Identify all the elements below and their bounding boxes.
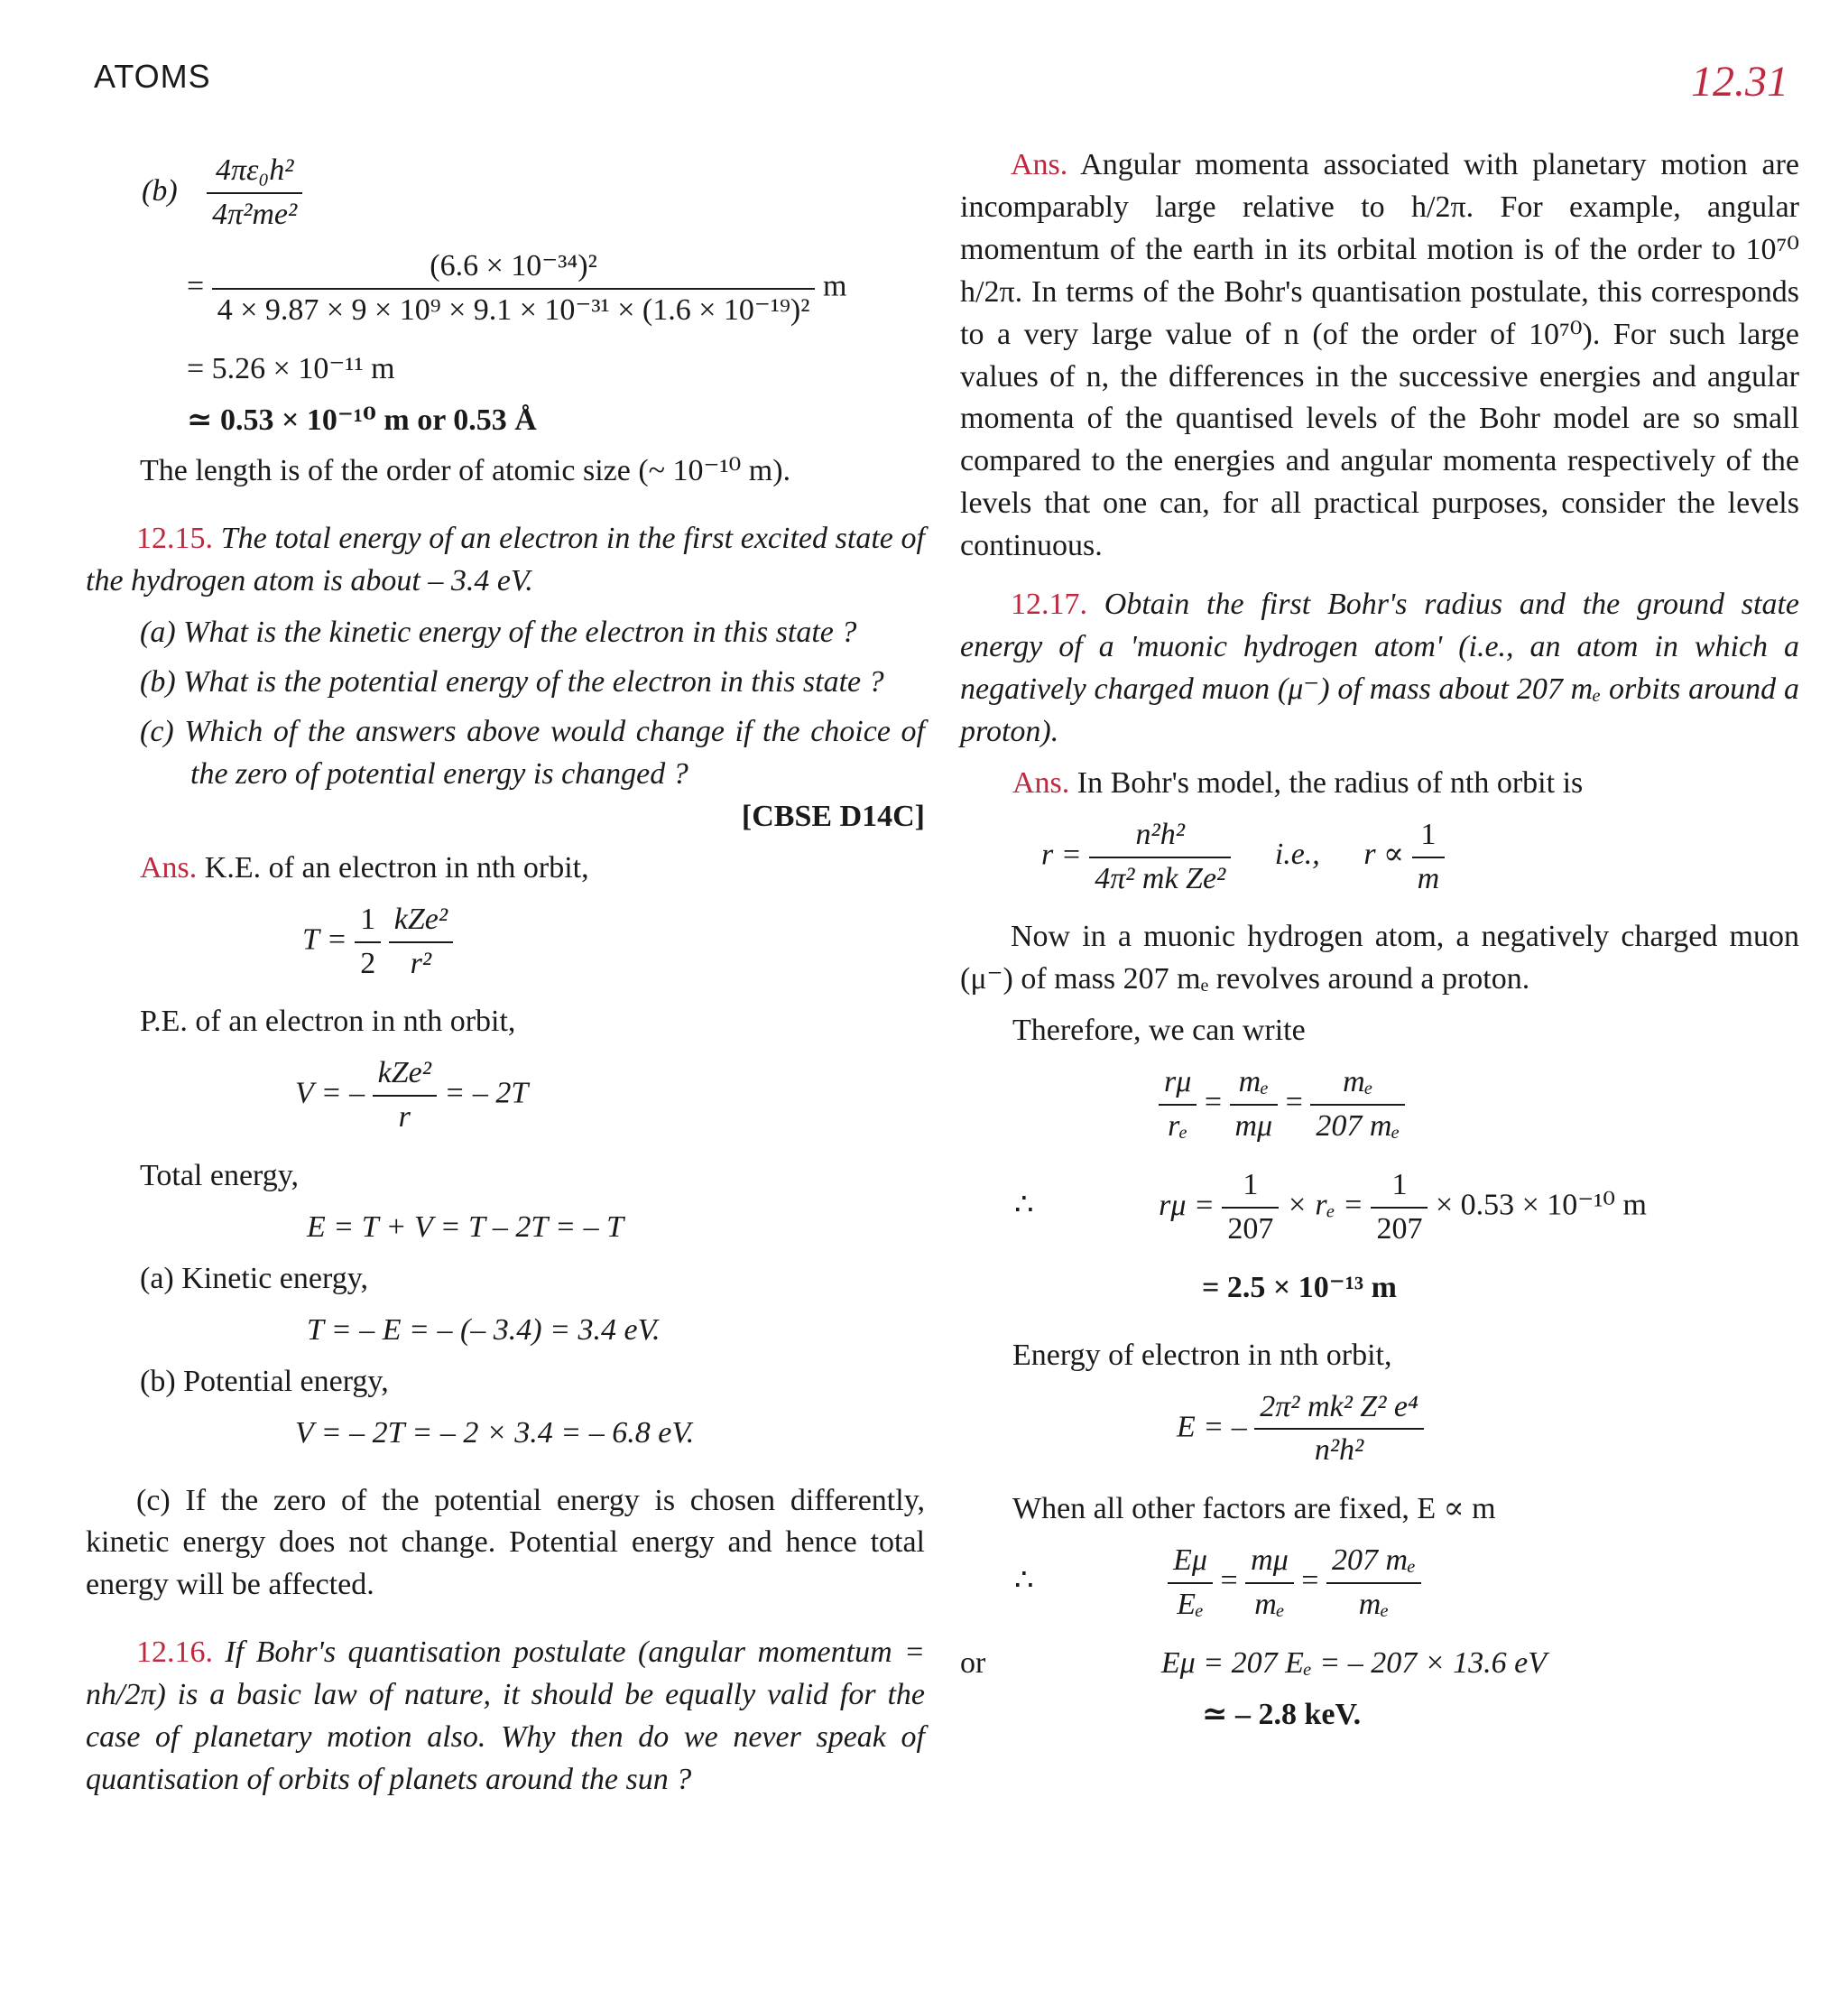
fraction-denominator: r <box>398 1100 411 1135</box>
answer-12-17-intro <box>1012 763 1799 805</box>
equation-rhs: = – 2T <box>444 1077 529 1111</box>
equals-sign: = <box>1301 1563 1319 1598</box>
fraction-numerator: 207 mₑ <box>1326 1540 1421 1584</box>
fraction-numerator: kZe² <box>373 1052 437 1097</box>
equals-sign: = <box>1285 1085 1303 1119</box>
final-energy-line <box>960 1643 1799 1685</box>
fraction-numerator: (6.6 × 10⁻³⁴)² <box>212 246 816 290</box>
fraction-numerator: mₑ <box>1230 1061 1279 1106</box>
equation-lhs: T = <box>302 922 356 957</box>
question-part-b: (b) What is the potential energy of the electron in this state ? <box>140 665 884 700</box>
fraction-numerator: rμ <box>1159 1061 1197 1106</box>
fraction-denominator: r² <box>410 946 432 980</box>
unit-label: m <box>822 269 847 303</box>
calc-result-1: = 5.26 × 10⁻¹¹ m <box>187 351 395 385</box>
fraction-numerator: 2π² mk² Z² e⁴ <box>1254 1386 1424 1431</box>
fraction-207-ratio-2 <box>1326 1540 1421 1626</box>
fraction-denominator: rₑ <box>1168 1109 1188 1144</box>
fraction-e-ratio <box>1168 1540 1213 1626</box>
equation-middle: × rₑ = <box>1286 1188 1372 1222</box>
right-column <box>960 144 1799 1746</box>
fraction-denominator: m <box>1417 861 1440 895</box>
fraction-numerator: 1 <box>1371 1164 1428 1209</box>
final-energy-equation: Eμ = 207 Eₑ = – 207 × 13.6 eV <box>1160 1646 1548 1681</box>
fraction-denominator: 207 mₑ <box>1316 1109 1400 1144</box>
equation-ratio <box>960 1061 1799 1148</box>
answer-12-16 <box>960 144 1799 568</box>
page-number: 12.31 <box>1691 58 1788 106</box>
fraction-radius <box>1089 814 1231 901</box>
answer-label: Ans. <box>140 850 198 885</box>
therefore-symbol: ∴ <box>1014 1188 1034 1222</box>
question-text: Obtain the first Bohr's radius and the ground state energy of a 'muonic hydrogen atom' (i.e., an atom in which a negatively charged muon (μ⁻) of mass about 207 mₑ orbits around a proton). <box>960 588 1800 748</box>
equals-sign: = <box>1220 1563 1238 1598</box>
fraction-denominator: 207 <box>1227 1211 1274 1246</box>
fraction-numerator: 4πε₀h² <box>207 150 302 194</box>
fraction-kze <box>389 899 453 986</box>
fraction-denominator: 4 × 9.87 × 9 × 10⁹ × 9.1 × 10⁻³¹ × (1.6 × 10⁻¹⁹)² <box>217 292 810 327</box>
fraction-denominator: Eₑ <box>1177 1588 1204 1622</box>
part-b-label: (b) <box>142 173 178 208</box>
fraction-denominator: mₑ <box>1254 1588 1285 1622</box>
equals-sign: = <box>1204 1085 1222 1119</box>
fraction-denominator: 4π²me² <box>212 197 298 231</box>
left-column <box>86 144 925 1811</box>
fraction-numerator: 1 <box>355 899 381 943</box>
question-number: 12.16. <box>136 1635 213 1670</box>
answer-label: Ans. <box>1011 148 1068 181</box>
calc-result-2: ≃ 0.53 × 10⁻¹⁰ m or 0.53 Å <box>187 403 537 437</box>
question-12-17 <box>960 584 1799 754</box>
exam-tag: [CBSE D14C] <box>741 799 925 833</box>
fraction-m-ratio <box>1230 1061 1279 1148</box>
total-energy-intro: Total energy, <box>140 1159 300 1193</box>
running-header-chapter: ATOMS <box>94 58 211 95</box>
final-energy-result: ≃ – 2.8 keV. <box>1202 1698 1362 1731</box>
muon-radius-result: = 2.5 × 10⁻¹³ m <box>1202 1270 1397 1304</box>
equation-rhs: × 0.53 × 10⁻¹⁰ m <box>1435 1188 1648 1222</box>
answer-label: Ans. <box>1012 765 1070 800</box>
fraction-1-207-b <box>1371 1164 1428 1251</box>
fraction-numerator: kZe² <box>389 899 453 943</box>
fraction-denominator: 2 <box>360 946 376 980</box>
equation-calculation <box>187 246 925 332</box>
fraction-pe <box>373 1052 437 1139</box>
fraction-numerator: 1 <box>1412 814 1446 858</box>
fraction-denominator: mₑ <box>1358 1588 1390 1622</box>
proportional-lhs: r ∝ <box>1363 838 1412 872</box>
therefore-symbol: ∴ <box>1014 1563 1034 1598</box>
fraction-207-ratio <box>1310 1061 1405 1148</box>
pe-intro: P.E. of an electron in nth orbit, <box>140 1005 516 1039</box>
equation-part-b <box>86 150 925 236</box>
equation-muon-radius <box>960 1164 1799 1251</box>
fraction-calculation <box>212 246 816 332</box>
fraction-denominator: mμ <box>1234 1109 1273 1144</box>
answer-ke-intro <box>140 848 925 890</box>
fixed-factors-text: When all other factors are fixed, E ∝ m <box>1012 1492 1496 1526</box>
question-text: The total energy of an electron in the first excited state of the hydrogen atom is about – 3.4 eV. <box>86 522 925 598</box>
part-b-intro: (b) Potential energy, <box>140 1364 389 1398</box>
fraction-r-ratio <box>1159 1061 1197 1148</box>
fraction-proportional <box>1412 814 1446 901</box>
equation-lhs: E = – <box>1177 1410 1247 1444</box>
fraction-numerator: n²h² <box>1089 814 1231 858</box>
equation-lhs: rμ = <box>1159 1188 1223 1222</box>
question-number: 12.15. <box>136 522 213 556</box>
or-label: or <box>960 1646 986 1681</box>
part-c-answer: (c) If the zero of the potential energy is chosen differently, kinetic energy does not change. Potential energy and hence total energy will be affected. <box>86 1483 925 1602</box>
question-12-15 <box>86 518 925 603</box>
answer-text: K.E. of an electron in nth orbit, <box>204 850 589 885</box>
fraction-half <box>355 899 381 986</box>
equals-sign: = <box>187 269 205 303</box>
part-b-equation: V = – 2T = – 2 × 3.4 = – 6.8 eV. <box>295 1415 695 1450</box>
equation-energy <box>960 1386 1799 1473</box>
ie-label: i.e., <box>1274 838 1320 872</box>
therefore-text: Therefore, we can write <box>1012 1014 1306 1048</box>
answer-text: Angular momenta associated with planetary motion are incomparably large relative to h/2π. For example, angular momentum of the earth in its orbital motion is of the order to 10⁷⁰ h/2π. In terms of the Bohr's quantisation postulate, this corresponds to a very large value of n (of the order of 10⁷⁰). For such large values of n, the differences in the successive energies and angular momenta of the quantised levels of the Bohr model are so small compared to the energies and angular momenta respectively of the levels that one can, for all practical purposes, consider the levels continuous. <box>960 148 1799 563</box>
question-part-a: (a) What is the kinetic energy of the electron in this state ? <box>140 616 857 650</box>
fraction-m-ratio-2 <box>1245 1540 1294 1626</box>
question-number: 12.17. <box>1011 588 1087 622</box>
question-12-16 <box>86 1632 925 1802</box>
equation-lhs: r = <box>1041 838 1090 872</box>
total-energy-equation: E = T + V = T – 2T = – T <box>307 1210 624 1245</box>
answer-text: In Bohr's model, the radius of nth orbit is <box>1076 765 1584 800</box>
fraction-numerator: mₑ <box>1310 1061 1405 1106</box>
question-part-c: (c) Which of the answers above would change if the choice of the zero of potential energy is changed ? <box>140 714 925 791</box>
equation-lhs: V = – <box>295 1077 365 1111</box>
fraction-denominator: 4π² mk Ze² <box>1095 861 1226 895</box>
equation-radius <box>960 814 1799 901</box>
part-a-equation: T = – E = – (– 3.4) = 3.4 eV. <box>307 1312 661 1347</box>
fraction-numerator: Eμ <box>1168 1540 1213 1584</box>
fraction-denominator: 207 <box>1376 1211 1423 1246</box>
fraction-numerator: mμ <box>1245 1540 1294 1584</box>
equation-energy-ratio <box>960 1540 1799 1626</box>
fraction-bohr-radius <box>207 150 302 236</box>
equation-kinetic-energy <box>86 899 925 986</box>
fraction-energy <box>1254 1386 1424 1473</box>
fraction-numerator: 1 <box>1222 1164 1279 1209</box>
energy-intro: Energy of electron in nth orbit, <box>1012 1338 1392 1372</box>
part-a-intro: (a) Kinetic energy, <box>140 1261 368 1295</box>
fraction-denominator: n²h² <box>1314 1433 1364 1468</box>
fraction-1-207 <box>1222 1164 1279 1251</box>
question-text: If Bohr's quantisation postulate (angular momentum = nh/2π) is a basic law of nature, it should be equally valid for the case of planetary motion also. Why then do we never speak of quantisation of orbits of planets around the sun ? <box>86 1635 926 1796</box>
muonic-text: Now in a muonic hydrogen atom, a negatively charged muon (μ⁻) of mass 207 mₑ revolves around a proton. <box>960 920 1799 996</box>
length-note: The length is of the order of atomic size (~ 10⁻¹⁰ m). <box>140 454 791 488</box>
equation-potential-energy <box>86 1052 925 1139</box>
